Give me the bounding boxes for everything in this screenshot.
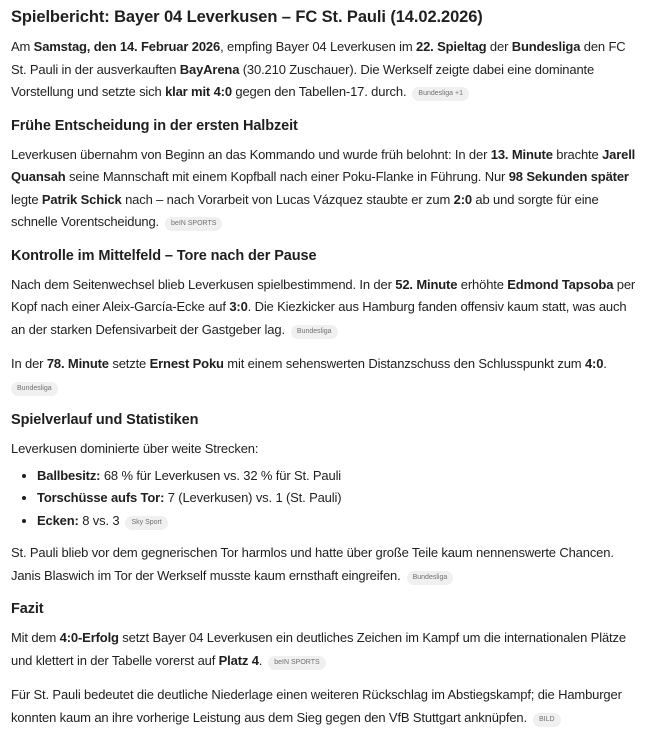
source-badge[interactable]: Sky Sport bbox=[125, 516, 167, 530]
stat-item-corners bbox=[37, 510, 638, 533]
stat-item-possession bbox=[37, 465, 638, 488]
text: In der bbox=[11, 356, 47, 371]
section-heading-conclusion: Fazit bbox=[11, 601, 44, 617]
score: 4:0 bbox=[584, 356, 604, 371]
conclusion-paragraph bbox=[11, 627, 638, 672]
text: Für St. Pauli bedeutet die deutliche Niederlage einen weiteren Rückschlag im Abstiegskampf; die Hamburger konnten kaum an ihre vorherige Leistung aus dem Sieg gegen den VfB Stuttgart anknüpfen. bbox=[11, 687, 622, 725]
intro-paragraph bbox=[11, 36, 638, 104]
goal-minute: 78. Minute bbox=[46, 356, 109, 371]
stat-value: 7 (Leverkusen) vs. 1 (St. Pauli) bbox=[164, 490, 342, 505]
source-badge[interactable]: Bundesliga bbox=[291, 325, 338, 339]
st-pauli-paragraph bbox=[11, 684, 638, 729]
text: der bbox=[486, 39, 512, 54]
stat-value: 68 % für Leverkusen vs. 32 % für St. Pauli bbox=[100, 467, 342, 483]
text: legte bbox=[11, 191, 42, 207]
source-badge[interactable]: Bundesliga +1 bbox=[412, 87, 469, 101]
scorer: Ernest Poku bbox=[149, 356, 224, 371]
table-position: Platz 4 bbox=[218, 652, 259, 668]
match-date: Samstag, den 14. Februar 2026 bbox=[33, 39, 221, 54]
stat-label: Ecken: bbox=[37, 512, 79, 528]
source-badge[interactable]: beIN SPORTS bbox=[165, 217, 222, 231]
text: gegen den Tabellen-17. durch. bbox=[231, 84, 407, 99]
page-title: Spielbericht: Bayer 04 Leverkusen – FC St. Pauli (14.02.2026) bbox=[11, 8, 483, 26]
section-heading-first-half: Frühe Entscheidung in der ersten Halbzeit bbox=[11, 117, 298, 134]
scorer: Patrik Schick bbox=[41, 191, 122, 207]
text: Mit dem bbox=[11, 630, 60, 645]
text: nach – nach Vorarbeit von Lucas Vázquez staubte er zum bbox=[121, 191, 454, 207]
league: Bundesliga bbox=[511, 39, 581, 54]
text: (30.210 Zuschauer). Die Werkself zeigte dabei eine dominante Vorstellung und setzte sich bbox=[11, 61, 595, 99]
second-half-paragraph bbox=[11, 274, 638, 342]
text: Nach dem Seitenwechsel blieb Leverkusen spielbestimmend. In der bbox=[11, 276, 396, 292]
text: seine Mannschaft mit einem Kopfball nach einer Poku-Flanke in Führung. Nur bbox=[65, 169, 509, 184]
statistics-closing bbox=[11, 542, 638, 587]
stat-label: Torschüsse aufs Tor: bbox=[37, 490, 165, 505]
text: St. Pauli blieb vor dem gegnerischen Tor harmlos und hatte über große Teile kaum nennenswerte Chancen. Janis Blaswich im Tor der Werkself musste kaum ernsthaft eingreifen. bbox=[11, 545, 614, 583]
result: 4:0-Erfolg bbox=[59, 630, 119, 645]
scorer: Jarell Quansah bbox=[11, 146, 636, 184]
text: per Kopf nach einer Aleix-García-Ecke auf bbox=[11, 276, 636, 314]
goal-minute: 52. Minute bbox=[395, 276, 458, 292]
text: setzte bbox=[108, 356, 150, 371]
matchday: 22. Spieltag bbox=[416, 39, 487, 54]
text: setzt Bayer 04 Leverkusen ein deutliches Zeichen im Kampf um die internationalen Plätze und klettert in der Tabelle vorerst auf bbox=[11, 630, 626, 668]
stadium: BayArena bbox=[179, 61, 240, 77]
statistics-lead: Leverkusen dominierte über weite Strecken: bbox=[11, 441, 259, 456]
source-badge[interactable]: beIN SPORTS bbox=[268, 656, 325, 670]
section-heading-second-half: Kontrolle im Mittelfeld – Tore nach der Pause bbox=[11, 247, 317, 264]
text: den FC St. Pauli in der ausverkauften bbox=[11, 39, 626, 77]
time-span: 98 Sekunden später bbox=[508, 169, 629, 184]
section-heading-statistics: Spielverlauf und Statistiken bbox=[11, 412, 199, 428]
text: . bbox=[258, 652, 263, 668]
stat-value: 8 vs. 3 bbox=[78, 512, 120, 528]
first-half-paragraph bbox=[11, 144, 638, 234]
text: Leverkusen übernahm von Beginn an das Kommando und wurde früh belohnt: In der bbox=[11, 146, 491, 162]
score: 3:0 bbox=[229, 299, 248, 314]
goal-minute: 13. Minute bbox=[490, 146, 553, 162]
source-badge[interactable]: Bundesliga bbox=[407, 571, 454, 585]
statistics-list bbox=[11, 465, 638, 533]
source-badge[interactable]: BILD bbox=[533, 713, 561, 727]
source-badge[interactable]: Bundesliga bbox=[11, 382, 58, 396]
final-goal-paragraph bbox=[11, 353, 638, 398]
text: brachte bbox=[552, 146, 603, 162]
score: 2:0 bbox=[453, 191, 472, 207]
text: mit einem sehenswerten Distanzschuss den Schlusspunkt zum bbox=[223, 356, 585, 371]
text: Am bbox=[11, 39, 34, 54]
stat-item-shots-on-target bbox=[37, 487, 638, 510]
text: . Die Kiezkicker aus Hamburg fanden offensiv kaum statt, was auch an der starken Defensivarbeit der Gastgeber lag. bbox=[11, 299, 627, 337]
stat-label: Ballbesitz: bbox=[37, 467, 101, 483]
final-score: klar mit 4:0 bbox=[165, 84, 232, 99]
scorer: Edmond Tapsoba bbox=[507, 276, 614, 292]
text: ab und sorgte für eine schnelle Vorentscheidung. bbox=[11, 191, 599, 229]
text: , empfing Bayer 04 Leverkusen im bbox=[220, 39, 417, 54]
text: erhöhte bbox=[457, 276, 508, 292]
text: . bbox=[603, 356, 607, 371]
